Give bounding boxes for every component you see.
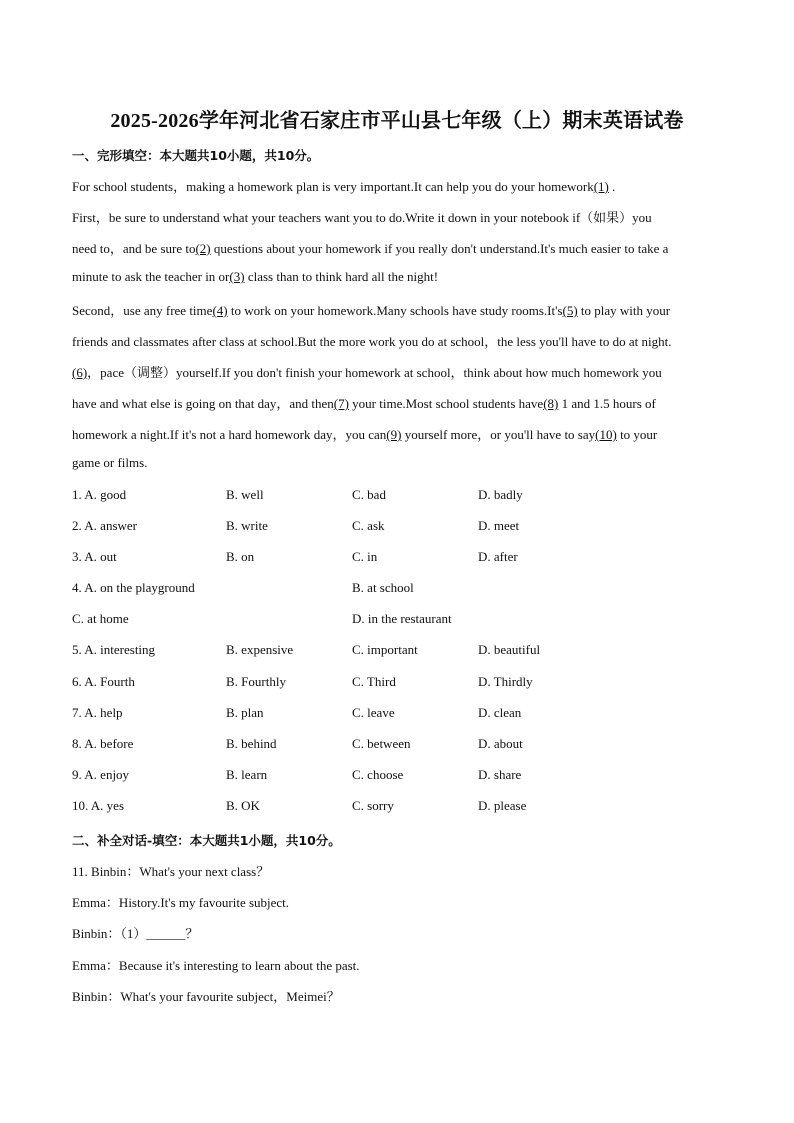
- option-c: C. leave: [352, 705, 395, 720]
- option-b: B. on: [226, 549, 255, 564]
- option-d: D. Thirdly: [478, 674, 533, 689]
- option-c: C. bad: [352, 487, 386, 502]
- dialogue-line: Binbin：（1）______？: [72, 926, 199, 941]
- blank-7: (7): [333, 396, 349, 411]
- passage-line: For school students，making a homework plan is very important.It can help you do your homework(1) .: [72, 179, 616, 194]
- dialogue-line: Emma：Because it's interesting to learn about the past.: [72, 958, 360, 973]
- option-a: 8. A. before: [72, 736, 134, 751]
- option-c: C. in: [352, 549, 378, 564]
- section-heading-cloze: 一、完形填空：本大题共10小题，共10分。: [72, 148, 320, 163]
- blank-9: (9): [386, 427, 402, 442]
- passage-line: game or films.: [72, 455, 148, 470]
- dialogue-line: Binbin：What's your favourite subject，Meimei？: [72, 989, 340, 1004]
- page-title: 2025-2026学年河北省石家庄市平山县七年级（上）期末英语试卷: [110, 110, 684, 132]
- option-c: C. between: [352, 736, 411, 751]
- passage-line: Second，use any free time(4) to work on your homework.Many schools have study rooms.It's(5) to play with your: [72, 303, 671, 318]
- option-a: 9. A. enjoy: [72, 767, 130, 782]
- option-b: B. plan: [226, 705, 264, 720]
- option-c: C. ask: [352, 518, 385, 533]
- option-c: C. at home: [72, 611, 129, 626]
- option-d: D. please: [478, 798, 527, 813]
- option-b: B. at school: [352, 580, 414, 595]
- section-heading-dialogue: 二、补全对话-填空：本大题共1小题，共10分。: [72, 833, 341, 848]
- dialogue-line: Emma：History.It's my favourite subject.: [72, 895, 290, 910]
- blank-6: (6): [72, 365, 88, 380]
- option-b: B. learn: [226, 767, 268, 782]
- option-d: D. share: [478, 767, 522, 782]
- option-a: 6. A. Fourth: [72, 674, 135, 689]
- blank-5: (5): [562, 303, 578, 318]
- blank-10: (10): [595, 427, 617, 442]
- option-d: D. meet: [478, 518, 520, 533]
- option-a: 10. A. yes: [72, 798, 124, 813]
- option-a: 1. A. good: [72, 487, 127, 502]
- option-a: 3. A. out: [72, 549, 117, 564]
- option-b: B. Fourthly: [226, 674, 286, 689]
- passage-line: friends and classmates after class at school.But the more work you do at school，the less you'll have to do at night.: [72, 334, 672, 349]
- option-c: C. important: [352, 642, 418, 657]
- option-d: D. clean: [478, 705, 522, 720]
- option-c: C. Third: [352, 674, 396, 689]
- option-d: D. after: [478, 549, 518, 564]
- passage-line: need to，and be sure to(2) questions about your homework if you really don't understand.It's much easier to take a: [72, 241, 669, 256]
- option-c: C. sorry: [352, 798, 394, 813]
- blank-4: (4): [212, 303, 228, 318]
- blank-1: (1): [593, 179, 609, 194]
- option-b: B. OK: [226, 798, 260, 813]
- option-d: D. in the restaurant: [352, 611, 452, 626]
- dialogue-line: 11. Binbin：What's your next class？: [72, 864, 270, 879]
- passage-line: have and what else is going on that day，and then(7) your time.Most school students have(8) 1 and 1.5 hours of: [72, 396, 656, 411]
- option-d: D. about: [478, 736, 523, 751]
- option-a: 2. A. answer: [72, 518, 137, 533]
- blank-2: (2): [195, 241, 211, 256]
- option-b: B. well: [226, 487, 264, 502]
- blank-8: (8): [543, 396, 559, 411]
- option-d: D. badly: [478, 487, 523, 502]
- option-c: C. choose: [352, 767, 404, 782]
- passage-line: minute to ask the teacher in or(3) class than to think hard all the night!: [72, 269, 439, 284]
- option-b: B. write: [226, 518, 268, 533]
- option-a: 7. A. help: [72, 705, 123, 720]
- option-b: B. expensive: [226, 642, 294, 657]
- blank-3: (3): [229, 269, 245, 284]
- passage-line: (6)，pace（调整）yourself.If you don't finish your homework at school，think about how much homework you: [72, 365, 662, 380]
- option-a: 5. A. interesting: [72, 642, 156, 657]
- option-a: 4. A. on the playground: [72, 580, 195, 595]
- passage-line: homework a night.If it's not a hard homework day，you can(9) yourself more，or you'll have to say(10) to your: [72, 427, 658, 442]
- option-b: B. behind: [226, 736, 277, 751]
- passage-line: First，be sure to understand what your teachers want you to do.Write it down in your notebook if（如果）you: [72, 210, 652, 225]
- option-d: D. beautiful: [478, 642, 541, 657]
